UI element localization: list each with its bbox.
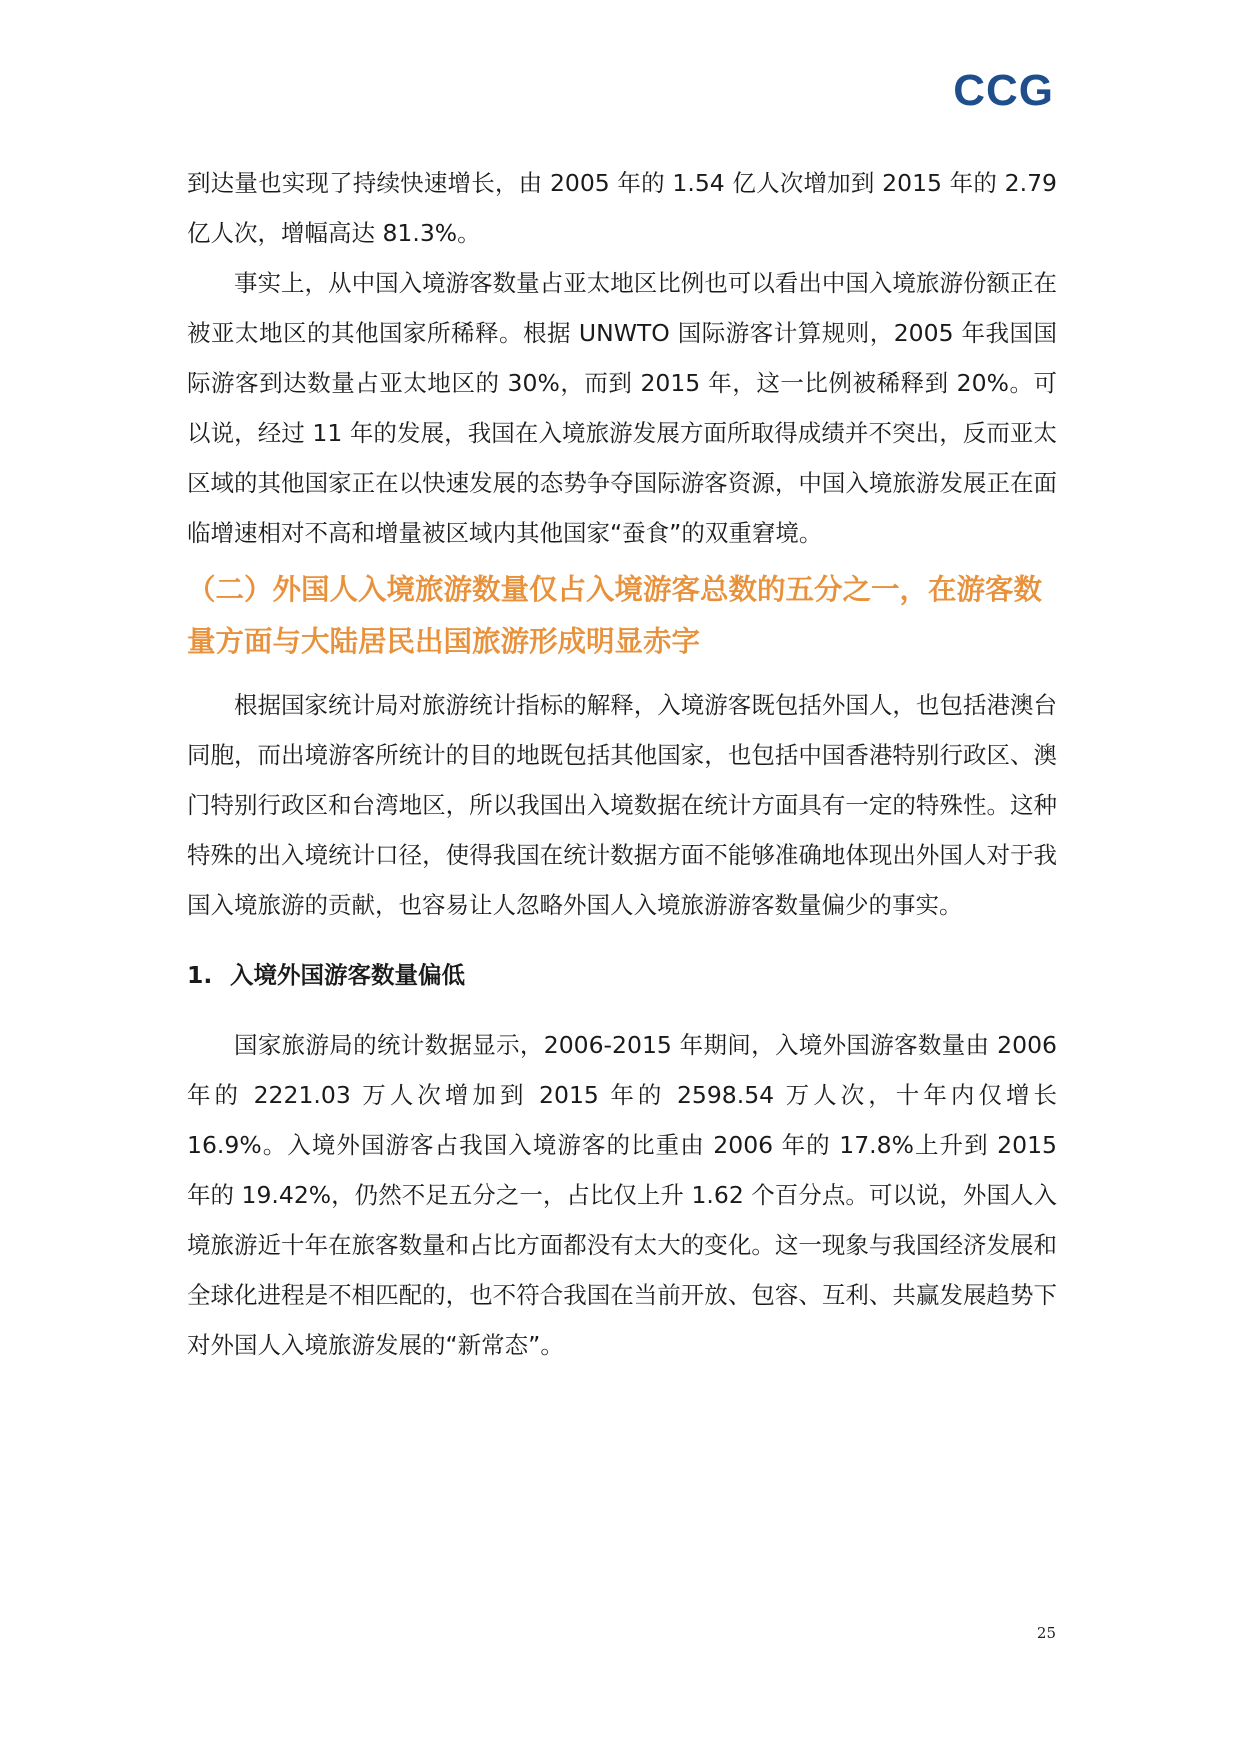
paragraph-1: 到达量也实现了持续快速增长，由 2005 年的 1.54 亿人次增加到 2015 年的 2.79 亿人次，增幅高达 81.3%。 xyxy=(187,169,1057,247)
paragraph-2: 事实上，从中国入境游客数量占亚太地区比例也可以看出中国入境旅游份额正在被亚太地区的其他国家所稀释。根据 UNWTO 国际游客计算规则，2005 年我国国际游客到达数量占亚太地区的 30%，而到 2015 年，这一比例被稀释到 20%。可以说，经过 11 年的发展，我国在入境旅游发展方面所取得成绩并不突出，反而亚太区域的其他国家正在以快速发展的态势争夺国际游客资源，中国入境旅游发展正在面临增速相对不高和增量被区域内其他国家“蚕食”的双重窘境。 xyxy=(187,269,1057,547)
paragraph-4: 国家旅游局的统计数据显示，2006-2015 年期间，入境外国游客数量由 2006 年的 2221.03 万人次增加到 2015 年的 2598.54 万人次，十年内仅增长 16.9%。入境外国游客占我国入境游客的比重由 2006 年的 17.8%上升到 2015 年的 19.42%，仍然不足五分之一，占比仅上升 1.62 个百分点。可以说，外国人入境旅游近十年在旅客数量和占比方面都没有太大的变化。这一现象与我国经济发展和全球化进程是不相匹配的，也不符合我国在当前开放、包容、互利、共赢发展趋势下对外国人入境旅游发展的“新常态”。 xyxy=(187,1031,1057,1359)
sub-heading xyxy=(187,950,1057,1000)
page-number: 25 xyxy=(1036,1624,1056,1642)
page-content xyxy=(187,158,1057,1370)
sub-heading-text: 入境外国游客数量偏低 xyxy=(230,961,465,989)
ccg-logo: CCG xyxy=(953,66,1054,115)
sub-heading-number: 1. xyxy=(187,961,213,989)
paragraph-3: 根据国家统计局对旅游统计指标的解释，入境游客既包括外国人，也包括港澳台同胞，而出境游客所统计的目的地既包括其他国家，也包括中国香港特别行政区、澳门特别行政区和台湾地区，所以我国出入境数据在统计方面具有一定的特殊性。这种特殊的出入境统计口径，使得我国在统计数据方面不能够准确地体现出外国人对于我国入境旅游的贡献，也容易让人忽略外国人入境旅游游客数量偏少的事实。 xyxy=(187,691,1057,919)
section-heading: （二）外国人入境旅游数量仅占入境游客总数的五分之一，在游客数量方面与大陆居民出国旅游形成明显赤字 xyxy=(187,573,1043,658)
